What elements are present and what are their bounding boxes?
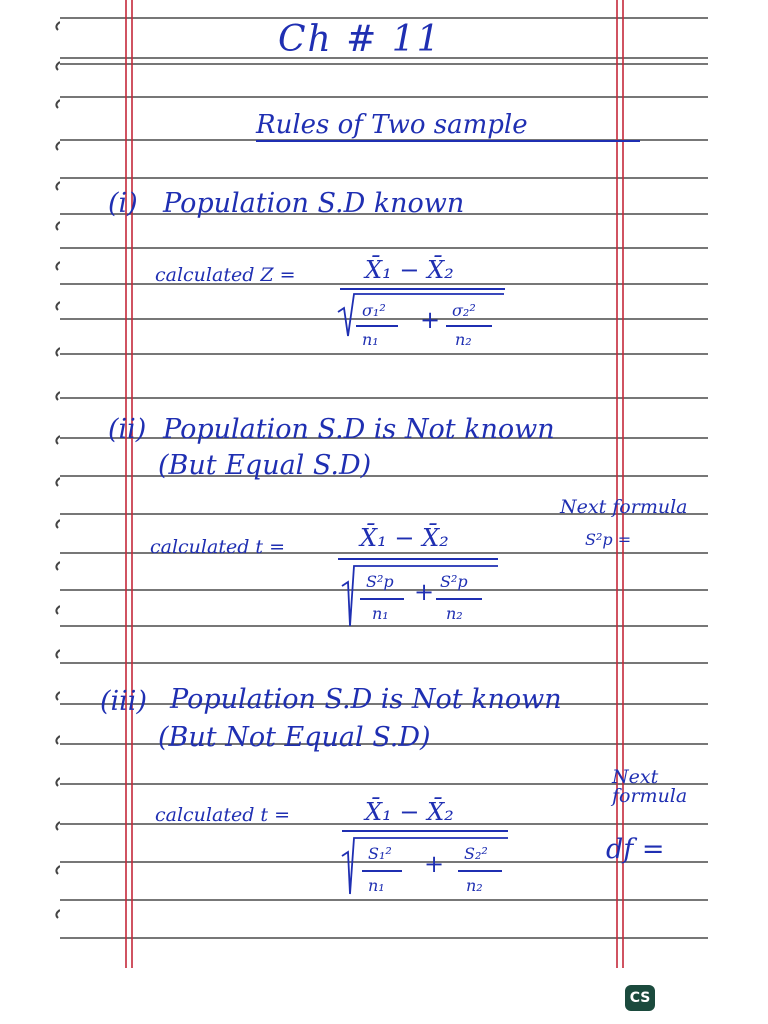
case-2-heading: Population S.D is Not known: [163, 414, 555, 445]
page-subtitle: Rules of Two sample: [256, 110, 528, 140]
case-3-lhs: calculated t =: [155, 804, 291, 826]
case-1-term2-bar: [446, 325, 492, 327]
case-1-lhs: calculated Z =: [155, 264, 296, 286]
case-1-term2-den: n₂: [455, 330, 472, 349]
case-1-heading: Population S.D known: [163, 188, 465, 219]
case-3-term2-den: n₂: [466, 876, 483, 895]
subtitle-underline: [256, 140, 640, 142]
case-3-number: (iii): [100, 686, 147, 717]
case-3-heading: Population S.D is Not known: [170, 684, 562, 715]
case-3-side-formula: df =: [606, 834, 665, 865]
case-3-subheading: (But Not Equal S.D): [158, 722, 431, 753]
case-2-term2-num: S²p: [440, 572, 468, 591]
case-3-term1-bar: [362, 870, 402, 872]
case-3-term1-den: n₁: [368, 876, 385, 895]
case-1-plus: +: [420, 306, 441, 334]
page-title: Ch # 11: [278, 19, 442, 60]
case-2-side-note: Next formula: [560, 496, 688, 518]
case-1-term1-num: σ₁²: [362, 301, 386, 320]
case-2-number: (ii): [108, 414, 147, 445]
case-2-term1-bar: [360, 598, 404, 600]
camscanner-logo: CS: [625, 985, 655, 1011]
case-2-side-formula: S²p =: [585, 530, 632, 549]
case-2-term1-num: S²p: [366, 572, 394, 591]
case-2-subheading: (But Equal S.D): [158, 450, 372, 481]
case-1-term1-den: n₁: [362, 330, 379, 349]
case-3-plus: +: [424, 850, 445, 878]
case-3-term2-num: S₂²: [464, 844, 488, 863]
case-3-side-note: Next formula: [612, 766, 688, 807]
case-1-term2-num: σ₂²: [452, 301, 476, 320]
case-2-term2-den: n₂: [446, 604, 463, 623]
case-2-lhs: calculated t =: [150, 536, 286, 558]
case-2-term2-bar: [436, 598, 482, 600]
case-1-term1-bar: [356, 325, 398, 327]
case-2-numerator: X̄₁ − X̄₂: [360, 524, 449, 552]
case-3-numerator: X̄₁ − X̄₂: [365, 798, 454, 826]
case-1-numerator: X̄₁ − X̄₂: [365, 256, 454, 284]
case-3-term2-bar: [458, 870, 502, 872]
case-2-term1-den: n₁: [372, 604, 389, 623]
case-1-number: (i): [108, 188, 138, 219]
spiral-binding: [0, 0, 60, 968]
case-3-term1-num: S₁²: [368, 844, 392, 863]
case-2-plus: +: [414, 578, 435, 606]
